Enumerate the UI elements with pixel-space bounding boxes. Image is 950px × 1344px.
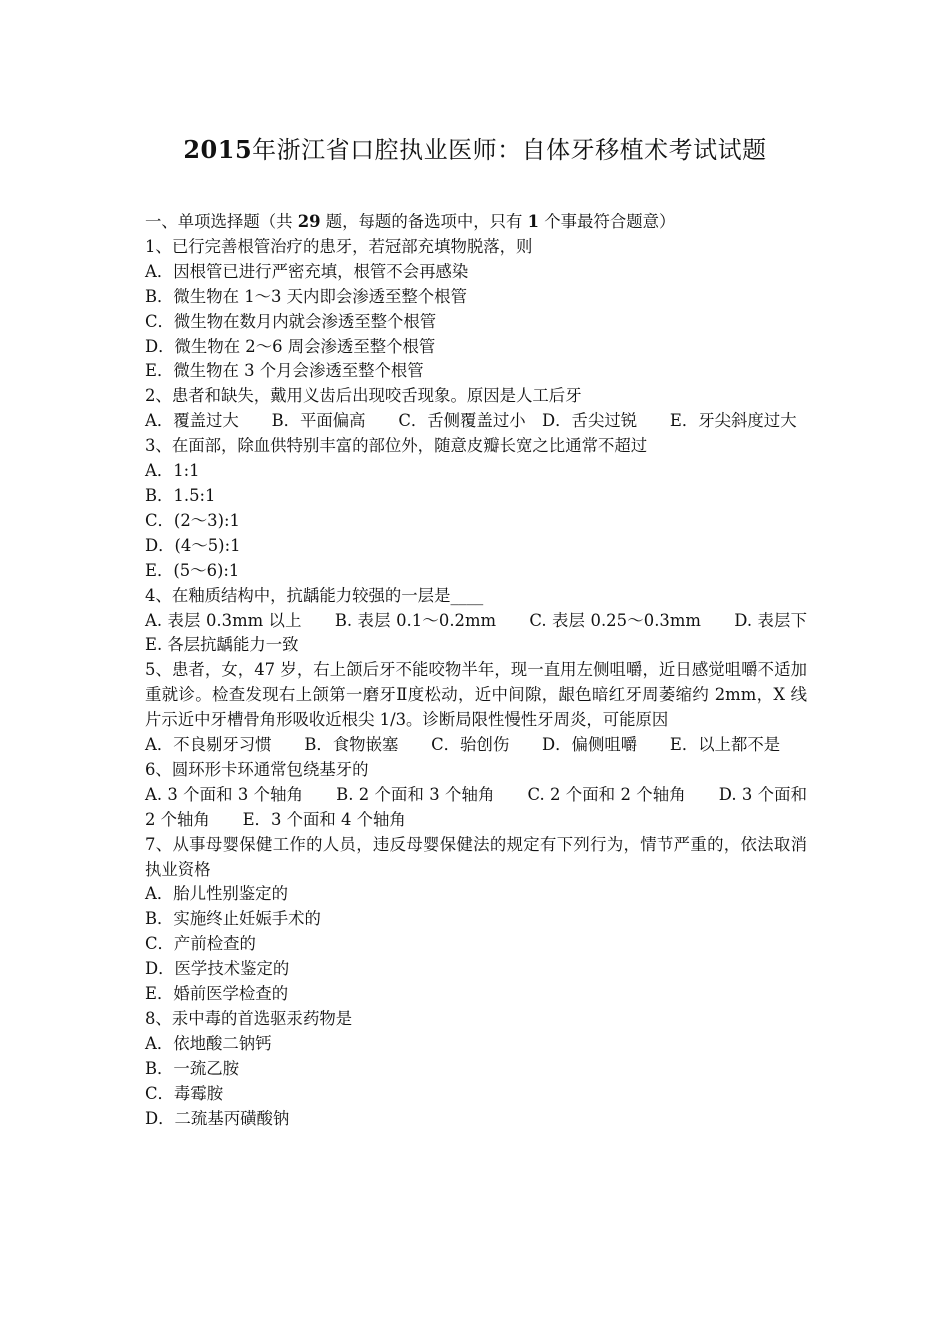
question-1-stem: 1、已行完善根管治疗的患牙，若冠部充填物脱落，则 — [145, 236, 533, 256]
question-6-options: A. 3 个面和 3 个轴角 B. 2 个面和 3 个轴角 C. 2 个面和 2 个轴角 D. 3 个面和 2 个轴角 E．3 个面和 4 个轴角 — [145, 784, 807, 829]
question-8-stem: 8、汞中毒的首选驱汞药物是 — [145, 1009, 353, 1028]
section-heading — [145, 210, 807, 235]
question-7-option-c: C．产前检查的 — [145, 934, 256, 954]
question-2-stem: 2、患者和缺失，戴用义齿后出现咬舌现象。原因是人工后牙 — [145, 386, 582, 406]
question-1-option-b: B．微生物在 1～3 天内即会渗透至整个根管 — [145, 286, 467, 306]
title-year: 2015 — [183, 135, 253, 164]
question-8-option-b: B．一巯乙胺 — [145, 1058, 239, 1078]
title-text: 年浙江省口腔执业医师：自体牙移植术考试试题 — [252, 136, 767, 164]
question-3-option-e: E．(5～6):1 — [145, 560, 240, 580]
question-1-option-e: E．微生物在 3 个月会渗透至整个根管 — [145, 361, 424, 381]
question-7-option-b: B．实施终止妊娠手术的 — [145, 909, 321, 929]
section-question-count: 29 — [297, 212, 321, 231]
question-8-option-d: D．二巯基丙磺酸钠 — [145, 1108, 290, 1128]
question-3-stem: 3、在面部，除血供特别丰富的部位外，随意皮瓣长宽之比通常不超过 — [145, 436, 648, 456]
question-3-option-a: A．1:1 — [145, 461, 200, 481]
section-heading-mid: 题，每题的备选项中，只有 — [320, 212, 528, 231]
question-2-options: A．覆盖过大 B．平面偏高 C．舌侧覆盖过小 D．舌尖过锐 E．牙尖斜度过大 — [145, 411, 797, 431]
section-heading-pre: 一、单项选择题（共 — [145, 212, 298, 231]
question-7-option-e: E．婚前医学检查的 — [145, 984, 289, 1004]
question-1-option-d: D．微生物在 2～6 周会渗透至整个根管 — [145, 336, 436, 356]
question-7-stem: 7、从事母婴保健工作的人员，违反母婴保健法的规定有下列行为，情节严重的，依法取消执业资格 — [145, 834, 807, 879]
question-7-option-a: A．胎儿性别鉴定的 — [145, 884, 288, 904]
question-8-option-a: A．依地酸二钠钙 — [145, 1033, 272, 1053]
question-4-stem: 4、在釉质结构中，抗龋能力较强的一层是____ — [145, 585, 484, 605]
question-1-option-a: A．因根管已进行严密充填，根管不会再感染 — [145, 261, 469, 281]
question-4-options: A. 表层 0.3mm 以上 B. 表层 0.1～0.2mm C. 表层 0.25～0.3mm D. 表层下 E. 各层抗龋能力一致 — [145, 610, 840, 655]
question-8-option-c: C．毒霉胺 — [145, 1083, 224, 1103]
question-1-option-c: C．微生物在数月内就会渗透至整个根管 — [145, 311, 437, 331]
question-5-options: A．不良剔牙习惯 B．食物嵌塞 C．骀创伤 D．偏侧咀嚼 E．以上都不是 — [145, 735, 781, 755]
question-7-option-d: D．医学技术鉴定的 — [145, 959, 290, 979]
question-3-option-c: C．(2～3):1 — [145, 510, 240, 530]
document-body — [145, 210, 840, 1132]
document-title — [0, 132, 950, 168]
section-answer-count: 1 — [527, 212, 540, 231]
question-3-option-d: D．(4～5):1 — [145, 535, 241, 555]
section-heading-post: 个事最符合题意） — [539, 212, 676, 231]
question-6-stem: 6、圆环形卡环通常包绕基牙的 — [145, 759, 369, 779]
question-3-option-b: B．1.5:1 — [145, 485, 216, 505]
question-5-stem: 5、患者，女，47 岁，右上颌后牙不能咬物半年，现一直用左侧咀嚼，近日感觉咀嚼不适加重就诊。检查发现右上颌第一磨牙Ⅱ度松动，近中间隙，龈色暗红牙周萎缩约 2mm，X 线片示近中牙槽骨角形吸收近根尖 1/3。诊断局限性慢性牙周炎，可能原因 — [145, 660, 807, 730]
